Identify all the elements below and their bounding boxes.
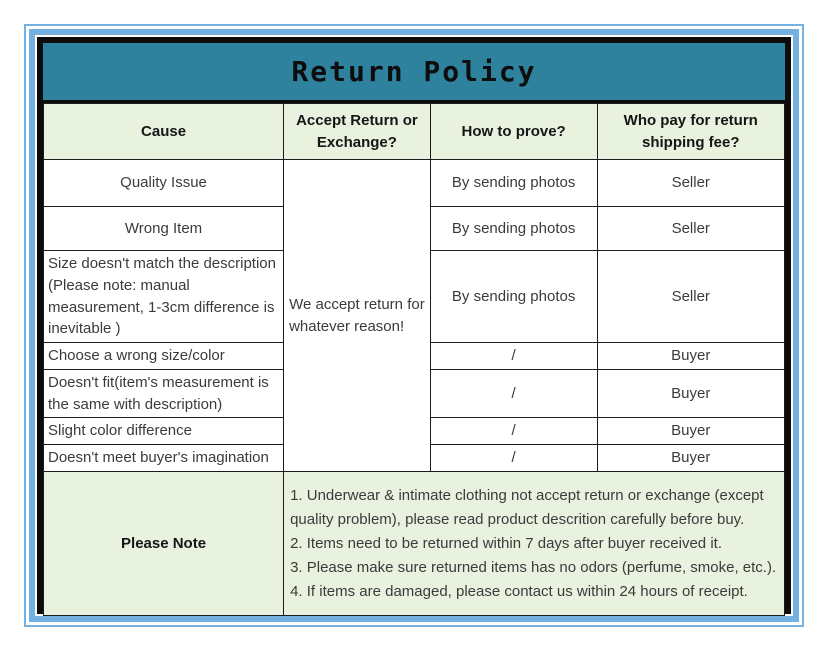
col-header-prove: How to prove? (430, 104, 597, 160)
accept-return-cell: We accept return for whatever reason! (284, 160, 431, 472)
decorative-frame-outer (24, 24, 804, 627)
payer-cell: Buyer (597, 445, 785, 472)
prove-cell: / (430, 343, 597, 370)
cause-cell: Doesn't meet buyer's imagination (44, 445, 284, 472)
prove-cell: / (430, 369, 597, 418)
note-line: 1. Underwear & intimate clothing not accept return or exchange (except quality problem), please read product descrition carefully before buy. (290, 486, 764, 528)
table-row (44, 160, 785, 207)
note-line: 3. Please make sure returned items has no odors (perfume, smoke, etc.). (290, 558, 777, 576)
return-policy-panel (37, 37, 791, 614)
payer-cell: Buyer (597, 418, 785, 445)
cause-cell: Size doesn't match the description (Please note: manual measurement, 1-3cm difference is inevitable ) (44, 251, 284, 343)
prove-cell: / (430, 445, 597, 472)
payer-cell: Buyer (597, 369, 785, 418)
decorative-frame-inner (29, 29, 799, 622)
payer-cell: Seller (597, 207, 785, 251)
note-line: 2. Items need to be returned within 7 days after buyer received it. (290, 534, 722, 552)
cause-cell: Doesn't fit(item's measurement is the same with description) (44, 369, 284, 418)
payer-cell: Seller (597, 251, 785, 343)
col-header-accept: Accept Return or Exchange? (284, 104, 431, 160)
title-bar (43, 43, 785, 103)
payer-cell: Buyer (597, 343, 785, 370)
payer-cell: Seller (597, 160, 785, 207)
prove-cell: By sending photos (430, 207, 597, 251)
page-title: Return Policy (291, 55, 537, 88)
prove-cell: By sending photos (430, 160, 597, 207)
return-policy-table (43, 103, 785, 616)
col-header-payer: Who pay for return shipping fee? (597, 104, 785, 160)
cause-cell: Choose a wrong size/color (44, 343, 284, 370)
prove-cell: / (430, 418, 597, 445)
col-header-cause: Cause (44, 104, 284, 160)
table-header-row (44, 104, 785, 160)
notes-cell (284, 472, 785, 616)
prove-cell: By sending photos (430, 251, 597, 343)
cause-cell: Wrong Item (44, 207, 284, 251)
please-note-label-cell: Please Note (44, 472, 284, 616)
please-note-row (44, 472, 785, 616)
cause-cell: Slight color difference (44, 418, 284, 445)
cause-cell: Quality Issue (44, 160, 284, 207)
note-line: 4. If items are damaged, please contact us within 24 hours of receipt. (290, 582, 748, 600)
